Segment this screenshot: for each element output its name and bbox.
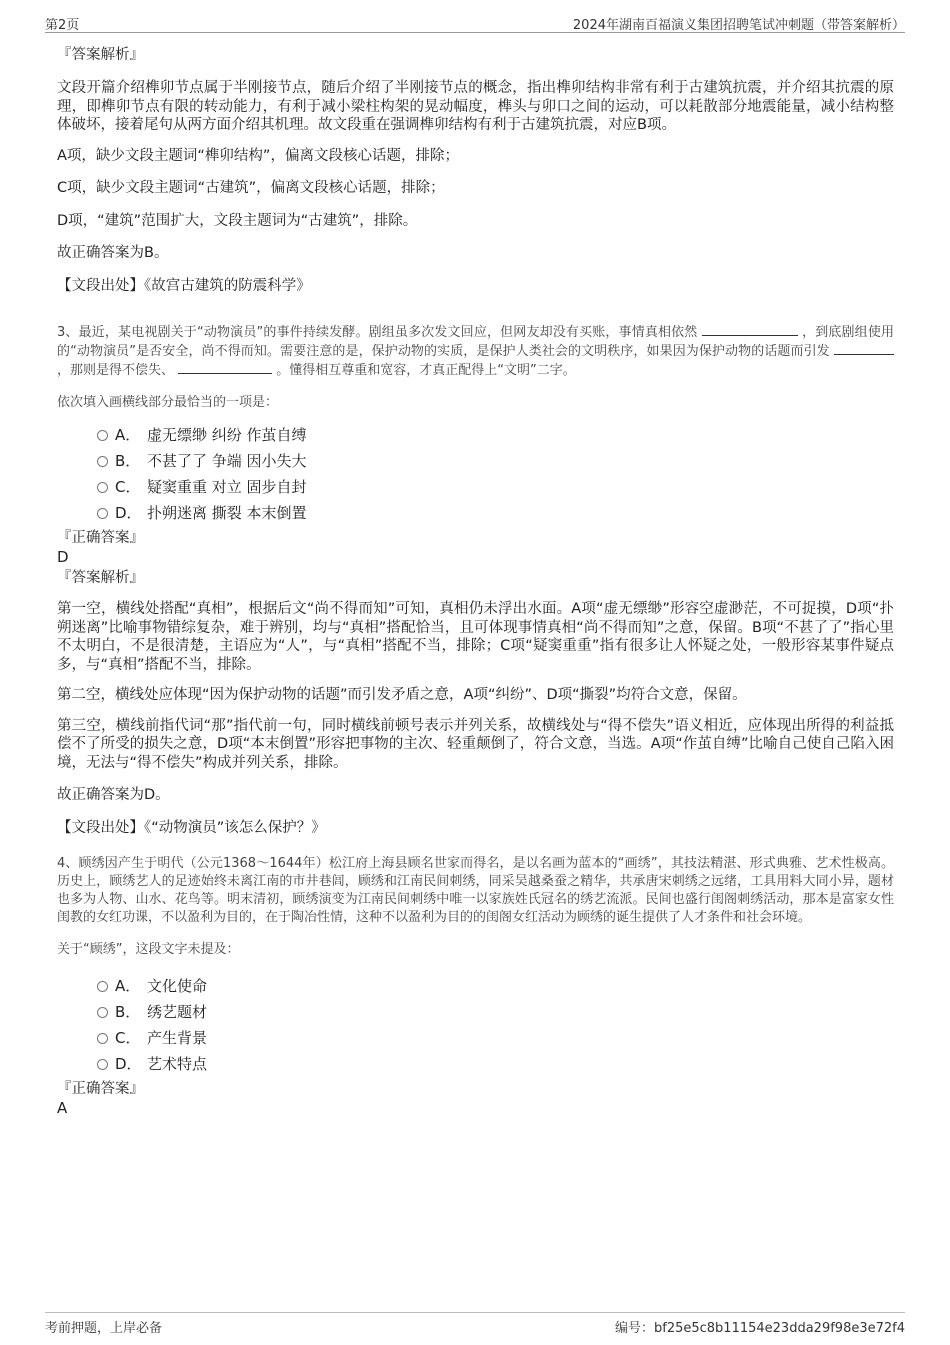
page-number: 第2页 [45,18,80,33]
radio-icon[interactable] [97,981,108,992]
question-3-stem: 3、最近，某电视剧关于“动物演员”的事件持续发酵。剧组虽多次发文回应，但网友却没有买账，事情真相依然 ，到底剧组使用的“动物演员”是否安全，尚不得而知。需要注意的是，保护动物的实质，是保护人类社会的文明秩序，如果因为保护动物的话题而引发 ，那则是得不偿失、 。懂得相互尊重和宽容，才真正配得上“文明”二字。 [57,325,894,378]
page-footer [45,1312,905,1337]
radio-icon[interactable] [97,1033,108,1044]
analysis-label: 『答案解析』 [57,570,144,586]
correct-answer: D [57,548,69,566]
analysis-paragraph: C项，缺少文段主题词“古建筑”，偏离文段核心话题，排除； [57,180,445,196]
option-c[interactable]: C． 疑窦重重 对立 固步自封 [57,474,894,500]
option-c[interactable]: C． 产生背景 [57,1025,894,1051]
blank-2 [834,342,894,355]
option-b[interactable]: B． 绣艺题材 [57,999,894,1025]
source-citation: 【文段出处】《故宫古建筑的防震科学》 [57,277,311,294]
correct-answer-label: 『正确答案』 [57,530,144,546]
question-3-options [57,422,894,526]
analysis-paragraph: A项，缺少文段主题词“榫卯结构”，偏离文段核心话题，排除； [57,147,459,164]
correct-answer-label: 『正确答案』 [57,1081,144,1097]
option-b[interactable]: B． 不甚了了 争端 因小失大 [57,448,894,474]
radio-icon[interactable] [97,430,108,441]
analysis-label: 『答案解析』 [57,47,144,63]
radio-icon[interactable] [97,482,108,493]
analysis-paragraph: 第三空，横线前指代词“那”指代前一句，同时横线前顿号表示并列关系，故横线处与“得不偿失”语义相近，应体现出所得的利益抵偿不了所受的损失之意，D项“本末倒置”形容把事物的主次、轻重颠倒了，符合文意，当选。A项“作茧自缚”比喻自己使自己陷入困境，无法与“得不偿失”构成并列关系，排除。 [57,717,894,771]
page-header [45,12,905,33]
radio-icon[interactable] [97,1007,108,1018]
option-d[interactable]: D． 艺术特点 [57,1051,894,1077]
analysis-paragraph: D项，“建筑”范围扩大，文段主题词为“古建筑”，排除。 [57,212,418,229]
document-id: 编号：bf25e5c8b11154e23dda29f98e3e72f4 [615,1321,905,1336]
conclusion: 故正确答案为B。 [57,245,169,261]
question-3-prompt: 依次填入画横线部分最恰当的一项是： [57,395,279,410]
blank-1 [702,323,798,336]
correct-answer: A [57,1099,68,1117]
footer-slogan: 考前押题，上岸必备 [45,1321,163,1336]
option-a[interactable]: A． 虚无缥缈 纠纷 作茧自缚 [57,422,894,448]
document-title: 2024年湖南百福演义集团招聘笔试冲刺题（带答案解析） [572,18,905,33]
radio-icon[interactable] [97,456,108,467]
question-4-prompt: 关于“顾绣”，这段文字未提及： [57,942,240,957]
main-content [57,45,894,1117]
analysis-paragraph: 第一空，横线处搭配“真相”，根据后文“尚不得而知”可知，真相仍未浮出水面。A项“虚无缥缈”形容空虚渺茫，不可捉摸，D项“扑朔迷离”比喻事物错综复杂，难于辨别，均与“真相”搭配恰当，且可体现事情真相“尚不得而知”之意，保留。B项“不甚了了”指心里不太明白，不是很清楚，主语应为“人”，与“真相”搭配不当，排除；C项“疑窦重重”指有很多让人怀疑之处，一般形容某事件疑点多，与“真相”搭配不当，排除。 [57,601,894,673]
conclusion: 故正确答案为D。 [57,787,170,803]
radio-icon[interactable] [97,1059,108,1070]
question-4-options [57,973,894,1077]
source-citation: 【文段出处】《“动物演员”该怎么保护？》 [57,819,326,836]
blank-3 [178,361,272,374]
option-d[interactable]: D． 扑朔迷离 撕裂 本末倒置 [57,500,894,526]
radio-icon[interactable] [97,508,108,519]
option-a[interactable]: A． 文化使命 [57,973,894,999]
question-4-stem: 4、顾绣因产生于明代（公元1368～1644年）松江府上海县顾名世家而得名，是以名画为蓝本的“画绣”，其技法精湛、形式典雅、艺术性极高。历史上，顾绣艺人的足迹始终未离江南的市井巷闾，顾绣和江南民间刺绣，同采吴越桑蚕之精华，共承唐宋刺绣之远绪，工具用料大同小异，题材也多为人物、山水、花鸟等。明末清初，顾绣演变为江南民间刺绣中唯一以家族姓氏冠名的绣艺流派。民间也盛行闺阁刺绣活动，那本是富家女性闺教的女红功课，不以盈利为目的，在于陶冶性情，这种不以盈利为目的的闺阁女红活动为顾绣的诞生提供了人才条件和社会环境。 [57,856,894,925]
analysis-paragraph: 第二空，横线处应体现“因为保护动物的话题”而引发矛盾之意，A项“纠纷”、D项“撕裂”均符合文意，保留。 [57,687,747,703]
analysis-paragraph: 文段开篇介绍榫卯节点属于半刚接节点，随后介绍了半刚接节点的概念，指出榫卯结构非常有利于古建筑抗震，并介绍其抗震的原理，即榫卯节点有限的转动能力，有利于减小梁柱构架的晃动幅度，榫头与卯口之间的运动，可以耗散部分地震能量，减小结构整体破坏，接着尾句从两方面介绍其机理。故文段重在强调榫卯结构有利于古建筑抗震，对应B项。 [57,80,894,133]
